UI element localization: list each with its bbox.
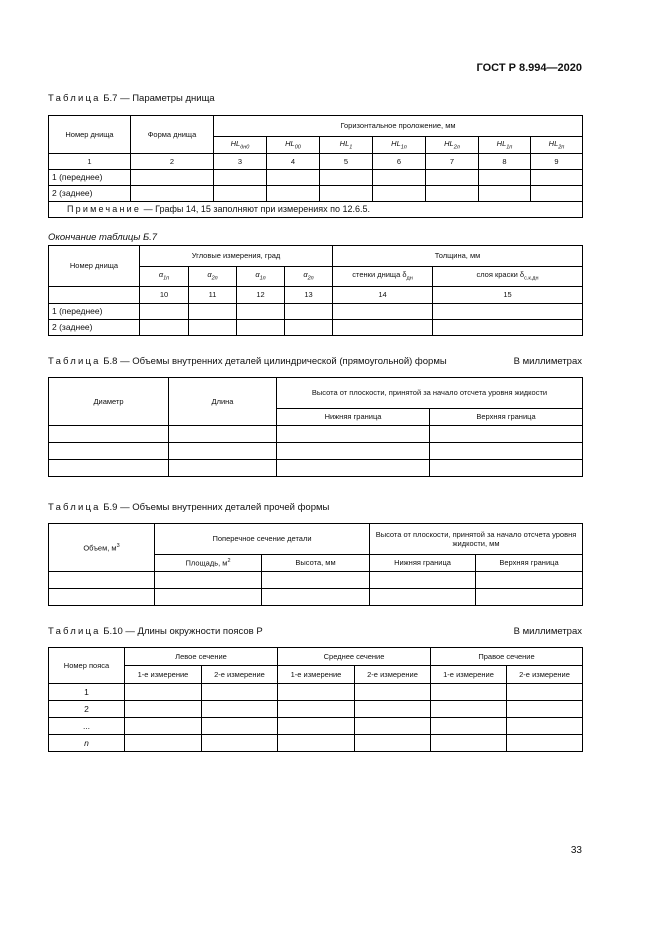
table-row — [49, 718, 583, 735]
col-number: 3 — [214, 154, 267, 170]
header-measurement-2: 2-е измерение — [202, 666, 278, 684]
table-row — [49, 460, 583, 477]
header-height: Высота от плоскости, принятой за начало отсчета уровня жидкости — [277, 378, 583, 409]
header-belt-number: Номер пояса — [49, 648, 125, 684]
table-row — [49, 701, 583, 718]
col-number: 9 — [531, 154, 583, 170]
table-row — [49, 735, 583, 752]
col-number: 2 — [131, 154, 214, 170]
header-measurement-1: 1-е измерение — [125, 666, 202, 684]
caption-text: Б.10 — Длины окружности поясов Р — [103, 626, 263, 637]
col-number: 11 — [189, 287, 237, 304]
table-row — [49, 589, 583, 606]
col-number: 8 — [479, 154, 531, 170]
header-area: Площадь, $м^2$ — [155, 555, 262, 572]
header-hl-1p-b: $HL_{1п}$ — [479, 137, 531, 154]
table-b8-caption — [48, 356, 447, 367]
table-b7-caption — [48, 93, 215, 104]
table-row — [49, 684, 583, 701]
row-label: 1 — [49, 684, 125, 701]
row-label: 1 (переднее) — [49, 170, 131, 186]
header-alpha-2p-b: $\alpha_{2п}$ — [285, 267, 333, 287]
header-form: Форма днища — [131, 116, 214, 154]
col-number: 5 — [320, 154, 373, 170]
caption-word: Таблица — [48, 356, 101, 367]
page-number: 33 — [570, 845, 582, 856]
col-number: 13 — [285, 287, 333, 304]
caption-text: Б.9 — Объемы внутренних деталей прочей формы — [103, 502, 330, 513]
header-alpha-1p: $\alpha_{1п}$ — [140, 267, 189, 287]
table-b7-continuation — [48, 245, 583, 336]
table-row — [49, 426, 583, 443]
note-word: Примечание — [67, 203, 142, 214]
header-number: Номер днища — [49, 246, 140, 287]
header-angles: Угловые измерения, град — [140, 246, 333, 267]
header-measurement-1: 1-е измерение — [431, 666, 507, 684]
table-row — [49, 320, 583, 336]
header-section-height: Высота, мм — [262, 555, 370, 572]
header-measurement-2: 2-е измерение — [507, 666, 583, 684]
caption-word: Таблица — [48, 93, 101, 104]
table-b10-units: В миллиметрах — [513, 626, 582, 637]
header-wall: стенки днища $\delta_{дн}$ — [333, 267, 433, 287]
header-thickness: Толщина, мм — [333, 246, 583, 267]
header-alpha-1p-b: $\alpha_{1п}$ — [237, 267, 285, 287]
header-length: Длина — [169, 378, 277, 426]
caption-word: Таблица — [48, 502, 101, 513]
table-b7 — [48, 115, 583, 218]
document-id: ГОСТ Р 8.994—2020 — [476, 62, 582, 74]
header-paint: слоя краски $\delta_{с.к.дн}$ — [433, 267, 583, 287]
header-hl-1p: $HL_{1п}$ — [373, 137, 426, 154]
col-number: 6 — [373, 154, 426, 170]
col-number: 1 — [49, 154, 131, 170]
header-hl-1: $HL_1$ — [320, 137, 373, 154]
table-b7-continuation-caption: Окончание таблицы Б.7 — [48, 232, 158, 243]
table-row — [49, 443, 583, 460]
table-note — [49, 202, 583, 218]
col-number: 7 — [426, 154, 479, 170]
row-label: n — [49, 735, 125, 752]
col-number: 4 — [267, 154, 320, 170]
header-measurement-1: 1-е измерение — [278, 666, 355, 684]
table-row — [49, 304, 583, 320]
note-text: — Графы 14, 15 заполняют при измерениях по 12.6.5. — [143, 203, 371, 214]
header-upper-bound: Верхняя граница — [476, 555, 583, 572]
row-label: ... — [49, 718, 125, 735]
header-section: Поперечное сечение детали — [155, 524, 370, 555]
header-measurement-2: 2-е измерение — [355, 666, 431, 684]
header-middle-section: Среднее сечение — [278, 648, 431, 666]
table-b8-units: В миллиметрах — [513, 356, 582, 367]
caption-text: Б.8 — Объемы внутренних деталей цилиндрической (прямоугольной) формы — [103, 356, 447, 367]
caption-word: Таблица — [48, 626, 101, 637]
table-row — [49, 572, 583, 589]
header-height: Высота от плоскости, принятой за начало отсчета уровня жидкости, мм — [370, 524, 583, 555]
header-volume: Объем, $м^3$ — [49, 524, 155, 572]
caption-text: Б.7 — Параметры днища — [103, 93, 215, 104]
header-hl-dn0: $HL_{дн0}$ — [214, 137, 267, 154]
header-diameter: Диаметр — [49, 378, 169, 426]
table-b10 — [48, 647, 583, 752]
header-lower-bound: Нижняя граница — [277, 409, 430, 426]
row-label: 2 (заднее) — [49, 320, 140, 336]
row-label: 1 (переднее) — [49, 304, 140, 320]
table-b10-caption — [48, 626, 263, 637]
header-upper-bound: Верхняя граница — [430, 409, 583, 426]
col-number: 14 — [333, 287, 433, 304]
header-hl-00: $HL_{00}$ — [267, 137, 320, 154]
table-row — [49, 186, 583, 202]
header-right-section: Правое сечение — [431, 648, 583, 666]
header-alpha-2p: $\alpha_{2п}$ — [189, 267, 237, 287]
header-hl-2p: $HL_{2п}$ — [531, 137, 583, 154]
row-label: 2 (заднее) — [49, 186, 131, 202]
table-b9 — [48, 523, 583, 606]
col-number: 15 — [433, 287, 583, 304]
col-number: 10 — [140, 287, 189, 304]
row-label: 2 — [49, 701, 125, 718]
col-number: 12 — [237, 287, 285, 304]
header-horizontal: Горизонтальное проложение, мм — [214, 116, 583, 137]
header-number: Номер днища — [49, 116, 131, 154]
header-lower-bound: Нижняя граница — [370, 555, 476, 572]
table-b8 — [48, 377, 583, 477]
header-left-section: Левое сечение — [125, 648, 278, 666]
table-b9-caption — [48, 502, 329, 513]
header-hl-2l: $HL_{2л}$ — [426, 137, 479, 154]
table-row — [49, 170, 583, 186]
